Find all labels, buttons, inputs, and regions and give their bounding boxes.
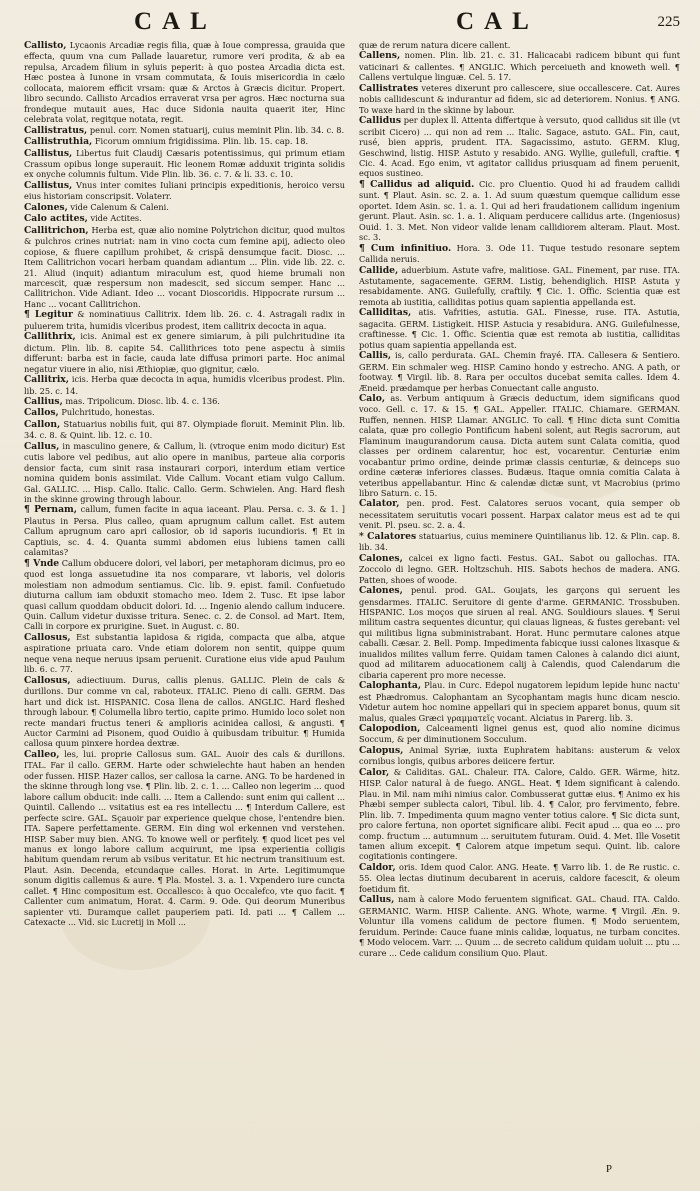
- entry-text: Callum obducere dolori, vel labori, per metaphoram dicimus, pro eo quod est longa assuetudine ita nos comparare, vt laboris, vel doloris molestiam non admodum sentiamus. Cic. lib. 9. epist. famil. Confuetudo diuturna callum iam obduxit stomacho meo. Idem 2. Tusc. Et ipse labor quasi callum quoddam obducit dolori. Id. ... Ingenio alendo callum inducere. Quin. Callum videtur duxisse tritura. Senec. c. 2. de Consol. ad Mart. Item, Calli in corpore ex prurigine. Suet. in August. c. 80.: [24, 557, 345, 632]
- entry-text: les, lui. proprie Callosus sum. GAL. Auoir des cals & durillons. ITAL. Far il callo. GERM. Harte oder schwielechte haut haben an henden oder fussen. HISP. Hazer callos, ser callosa la carne. ANG. To be hardened in the skinne through long vse. ¶ Plin. lib. 2. c. 1. ... Calleo non legerim ... quod labore callum obducit: inde calli. ... Item a Callendo: sunt enim qui callent ... Quintil. Callendo ... vsitatius est ea res intellectu ... ¶ Interdum Callere, est perfecte scire. GAL. Sçauoir par experience quelque chose, l'entendre bien. ITA. Sapere perfettamente. GERM. Ein ding wol erkennen vnd verstehen. HISP. Saber muy bien. ANG. To knowe well or perfitely. ¶ quod licet pes vel manus ex longo labore callum acquirunt, me ipsa experientia colligis habitum quendam rerum ab vsibus veritatur. Et hic nectrum transitiuum est. Plaut. Asin. Decenda, etcundaque calles. Horat. in Arte. Legitimumque sonum digitis callemus & aure. ¶ Pla. Mostel. 3. a. 1. Vxpendero iure cuncta callet. ¶ Hinc compositum est. Occallesco: à quo Occalefco, vte quo facit. ¶ Callenter cum animatum, Horat. 4. Carm. 9. Ode. Qui deorum Muneribus sapienter vti. Duramque callet pauperiem pati. Id. pati ... ¶ Callem ... Catexacte ... Vid. sic Lucretij in Moll ...: [24, 748, 345, 928]
- dictionary-entry: [359, 115, 680, 179]
- entry-headword: ¶ Legitur: [24, 309, 73, 321]
- dictionary-entry: [359, 553, 680, 585]
- dictionary-entry: [24, 407, 345, 418]
- dictionary-entry: [24, 213, 345, 224]
- dictionary-entry: [359, 531, 680, 553]
- entry-headword: Calator,: [359, 498, 400, 510]
- dictionary-entry: [24, 504, 345, 557]
- entry-text: penul. corr. Nomen statuarij, cuius meminit Plin. lib. 34. c. 8.: [89, 124, 345, 135]
- page-number: 225: [657, 14, 680, 30]
- entry-text: Ficorum omnium frigidissima. Plin. lib. 15. cap. 18.: [94, 136, 309, 147]
- entry-headword: Callitrix,: [24, 374, 69, 386]
- entry-headword: ¶ Callidus ad aliquid.: [359, 178, 475, 190]
- entry-headword: Calopodion,: [359, 723, 421, 734]
- entry-headword: Calones,: [359, 585, 403, 597]
- dictionary-entry: [24, 749, 345, 928]
- dictionary-entry: [24, 125, 345, 136]
- entry-headword: Callosus,: [24, 674, 71, 686]
- entry-text: atis. Vafrities, astutia. GAL. Finesse, ruse. ITA. Astutia, sagacita. GERM. Listigkeit. HISP. Astucia y resabidura. ANG. Guilefulnesse, craftinesse. ¶ Cic. 1. Offic. Scientia quæ est remota ab iustitia, calliditas potius quam sapientia appellanda est.: [359, 307, 680, 350]
- dictionary-entry: [24, 136, 345, 147]
- entry-text: & Caliditas. GAL. Chaleur. ITA. Calore, Caldo. GER. Wärme, hitz. HISP. Calor natural à de fuego. ANGL. Heat. ¶ Idem significant à calendo. Plau. in Mil. nam mihi nimius calor. Combusserat guttæ eius. ¶ Animo ex his Phæbi semper sublecta calori, Tibul. lib. 4. ¶ Calor, pro fervimento, febre. Plin. lib. 7. Impedimenta quum magno venter totius calore. ¶ Sic dicta sunt, pro calore fertuna, non oportet significare alibi. Fecit apud ... qua eo ... pro comp. fructum ... autumnum ... seruitutem futuram. Ouid. 4. Met. Ille Vosetit tamen alium excepit. ¶ Calorem atque impetum sequi. Quint. lib. calore cogitationis contingere.: [359, 766, 680, 862]
- dictionary-entry: [359, 83, 680, 115]
- entry-headword: Callistus,: [24, 179, 73, 191]
- dictionary-entry: [359, 393, 680, 499]
- dictionary-entry: [24, 202, 345, 213]
- entry-headword: Callide,: [359, 264, 399, 276]
- entry-headword: Calo actites,: [24, 213, 88, 225]
- dictionary-entry: [24, 40, 345, 125]
- entry-headword: Callis,: [359, 350, 392, 362]
- entry-text: oris. Idem quod Calor. ANG. Heate. ¶ Varro lib. 1. de Re rustic. c. 55. Olea lectas diutinum decubarent in aceruis, caldore facescit, & oleum foetidum fit.: [359, 861, 680, 894]
- entry-text: Animal Syriæ, iuxta Euphratem habitans: austerum & velox cornibus longis, quibus arbores deiicere fertur.: [359, 744, 680, 767]
- entry-headword: Calones,: [24, 201, 68, 213]
- entry-headword: Callistrates: [359, 82, 419, 94]
- entry-headword: Callistruthia,: [24, 136, 93, 148]
- dictionary-entry: [359, 179, 680, 243]
- entry-headword: Callosus,: [24, 631, 71, 643]
- entry-text: is, callo perdurata. GAL. Chemin frayé. ITA. Callesera & Sentiero. GERM. Ein schmaler weg. HISP. Camino hondo y estrecho. ANG. A path, or footway. ¶ Virgil. lib. 8. Rara per occultos ducebat semita calles. Idem 4. Æneid. prædamque per herbas Conuectant calle angusto.: [359, 350, 680, 393]
- entry-headword: ¶ Pernam,: [24, 504, 77, 516]
- entry-text: veteres dixerunt pro callescere, siue occallescere. Cat. Aures nobis callidescunt & indurantur ad fidem, sic ad deteriorem. Nonius. ¶ ANG. To waxe hard in the skinne by labour.: [359, 82, 680, 115]
- dictionary-entry: [359, 350, 680, 393]
- entry-headword: ¶ Cum infinitiuo.: [359, 242, 452, 254]
- dictionary-entry: [359, 50, 680, 82]
- entry-text: & nominatiuus Callitrix. Idem lib. 26. c. 4. Astragali radix in puluerem trita, humidis vlceribus prodest, item callitrix decocta in aqua.: [24, 309, 345, 331]
- entry-text: Est substantia lapidosa & rigida, compacta que alba, atque aspiratione priuata caro. Vnde etiam dolorem non sentit, quippe quum neque vena neque neruus ipsam peruenit. Curatione eius vide apud Paulum lib. 6. c. 77.: [24, 631, 345, 675]
- entry-text: Plau. in Curc. Edepol nugatorem lepidum lepide hunc nactu' est Phædromus. Calophantam an Sycophantam magis hunc dicam nescio. Videtur autem hoc nomine appellari qui in speciem apparet bonus, quum sit malus, quales Græci γραμματεῖς vocant. Alciatus in Parerg. lib. 3.: [359, 680, 680, 723]
- dictionary-entry: [24, 441, 345, 505]
- entry-text: Vnus inter comites Iuliani principis expeditionis, heroico versu eius historiam conscripsit. Volaterr.: [24, 179, 345, 202]
- entry-text: Herba est, quæ alio nomine Polytrichon dicitur, quod multos & pulchros crines nutriat: nam in vino cocta cum femine apij, adiecto oleo copiose, & fluere capillum prohibet, & crispā densumque facit. Diosc. ... Item Callitrichon vocari herbam quandam adiantum ... Plin. vide lib. 22. c. 21. Aliud (inquit) adiantum miraculum est, quod hieme brumali non marcescit, quæ respersum non madescit, sed siccum semper. Hanc ... Callitrichon. Vide Adiant. Ideo ... vocant Dioscoridis. Hippocrate rursum ... Hanc ... vocant Callitrichon.: [24, 224, 345, 309]
- dictionary-entry: [359, 767, 680, 862]
- entry-text: as. Verbum antiquum à Græcis deductum, idem significans quod voco. Gell. c. 17. & 15. ¶ GAL. Appeller. ITALIC. Chiamare. GERMAN. Ruffen, nennen. HISP. Llamar. ANGLIC. To call. ¶ Hinc dicta sunt Comitia calata, quæ pro collegio Pontificum habeni solent, aut Regis sacrorum, aut Flaminum inaugurandorum causa. Dicta autem sunt Calata comitia, quod classes per ordinem calarentur, hoc est, vocarentur. Centuriæ enim vocabantur primo ordine, deinde primæ classis centuriæ, & deinceps suo ordine cæteræ inferiores classes. Budæus. Itaque omnia comitia Calata à veteribus appellabantur. Hinc & calendæ dictæ sunt, vt Macrobius (primo libro Saturn. c. 15.: [359, 392, 680, 499]
- entry-text: quæ de rerum natura dicere callent.: [359, 40, 511, 50]
- entry-text: per duplex ll. Attenta differtque à versuto, quod callidus sit ille (vt scribit Cicero) ... qui non ad rem ... Italic. Sagace, astuto. GAL. Fin, caut, rusé, bien appris, prudent. ITA. Sagacissimo, astuto. GERM. Klug, Geschwind, listig. HISP. Astuto y resabido. ANG. Wyllie, guilefull, craftie. ¶ Cic. 4. Acad. Ego enim, vt agitator callidus priusquam ad finem peruenit, equos sustineo.: [359, 115, 680, 179]
- entry-headword: ¶ Vnde: [24, 557, 60, 569]
- dictionary-entry: [24, 148, 345, 180]
- entry-headword: Callidus: [359, 115, 402, 127]
- entry-headword: Calor,: [359, 766, 390, 778]
- dictionary-columns: [24, 40, 680, 1164]
- entry-headword: Callistratus,: [24, 124, 88, 136]
- running-head-right: CAL: [456, 8, 539, 35]
- entry-text: Calceamenti lignei genus est, quod alio nomine dicimus Soccum, & per diminutionem Socculum.: [359, 723, 680, 745]
- entry-text: adiectiuum. Durus, callis plenus. GALLIC. Plein de cals & durillons. Dur comme vn cal, raboteux. ITALIC. Pieno di calli. GERM. Das hart und dick ist. HISPANIC. Cosa llena de callos. ANGLIC. Hard fleshed through labour. ¶ Columella libro tertio, capite primo. Humido loco solet non recte mandari fructus teneri & amplioris acinidea callosi, & angusti. ¶ Auctor Carmini ad Pisonem, quod Ouidio à quibusdam tribuitur. ¶ Humida callosa quum pinxere hordea dextræ.: [24, 674, 345, 749]
- entry-headword: Calo,: [359, 392, 386, 404]
- entry-headword: Callus,: [24, 440, 60, 452]
- entry-text: vide Actites.: [90, 213, 142, 224]
- dictionary-entry: [359, 680, 680, 723]
- dictionary-entry: [24, 675, 345, 749]
- entry-headword: Callistus,: [24, 147, 73, 159]
- entry-text: nomen. Plin. lib. 21. c. 31. Halicacabi radicem bibunt qui funt vaticinari & callentes. ¶ ANGLIC. Which perceiueth and knoweth well. ¶ Callens vertulque linguæ. Cel. 5. 17.: [359, 50, 680, 83]
- entry-headword: Callithrix,: [24, 331, 76, 343]
- entry-text: pen. prod. Fest. Calatores seruos vocant, quia semper ob necessitatem seruitutis vocari possent. Harpax calator meus est ad te qui venit. Pl. pseu. sc. 2. a. 4.: [359, 498, 680, 531]
- dictionary-entry: [359, 265, 680, 308]
- entry-headword: Callitrichon,: [24, 224, 89, 236]
- entry-text: Pulchritudo, honestas.: [61, 407, 155, 418]
- entry-headword: Calopus,: [359, 744, 404, 756]
- entry-headword: Calliditas,: [359, 307, 412, 319]
- dictionary-entry: [24, 180, 345, 202]
- entry-text: calcei ex ligno facti. Festus. GAL. Sabot ou gallochas. ITA. Zoccolo di legno. GER. Holtzschuh. HIS. Sabots hechos de madera. ANG. Patten, shoes of woode.: [359, 552, 680, 585]
- entry-headword: Callens,: [359, 50, 401, 62]
- dictionary-entry: [24, 225, 345, 310]
- dictionary-entry: [359, 307, 680, 350]
- entry-text: callum, fumen facite in aqua iaceant. Plau. Persa. c. 3. & 1. ] Plautus in Persa. Plus calleo, quam aprugnum callum callet. Est autem Callum aprugnum caro apri callosior, ob id saporis iucundioris. ¶ Et in Captiuis, sc. 4. 4. Quanta summi abdomen eius lubiens tamen calli calamitas?: [24, 504, 345, 558]
- entry-text: in masculino genere, & Callum, li. (vtroque enim modo dicitur) Est cutis labore vel pedibus, aut alio opere in manibus, parteue alia corporis densior facta, cum sinit rasa instaurari corpori, interdum etiam vertice nomina quidem bonis assimilat. Vide Callum. Vocant etiam vulgo Callum. Gal. GALLIC. ... Hisp. Callo. Italic. Callo. Germ. Schwielen. Ang. Hard flesh in the skinne growing through labour.: [24, 440, 345, 505]
- dictionary-entry: [359, 723, 680, 745]
- entry-text: Statuarius nobilis fuit, qui 87. Olympiade floruit. Meminit Plin. lib. 34. c. 8. & Quint. lib. 12. c. 10.: [24, 418, 345, 441]
- dictionary-entry: [359, 243, 680, 265]
- entry-headword: Callius,: [24, 395, 63, 407]
- entry-text: Lycaonis Arcadiæ regis filia, quæ à Ioue compressa, grauida que effecta, quum vna cum Pallade lauaretur, rumore veri prodita, & ab ea repulsa, Arcadem filium in syluis peperit: à quo postea Arcadia dicta est. Hæc postea à Iunone in vrsam commutata, & Iouis misericordia in cælo collocata, maiorem efficit vrsam: quæ & Arctos à Græcis dicitur. Propert. libro secundo. Callisto Arcadios erraverat vrsa per agros. Hæc nocturna sua frondeque mutauit aues, Hac duce Sidonia nauita quaerit iter, Hinc celebrata volat, regitque notata, regit.: [24, 40, 345, 125]
- dictionary-entry: [24, 396, 345, 407]
- entry-headword: * Calatores: [359, 530, 417, 542]
- entry-headword: Calleo,: [24, 748, 60, 760]
- running-head-left: CAL: [134, 8, 217, 35]
- entry-text: mas. Tripolicum. Diosc. lib. 4. c. 136.: [65, 395, 220, 406]
- entry-text: penul. prod. GAL. Goujats, les garçons qui seruent les gensdarmes. ITALIC. Seruitore di gente d'arme. GERMANIC. Trossbuben. HISPANIC. Los moços que siruen al real. ANG. Souldiours slaues. ¶ Serui militum castra sequentes dicuntur, qui clauas ligneas, & fustes gerebant: vel qui militibus ligna subministrabant. Horat. Hunc permutare calones atque caballi. Cæsar. 2. Bell. Pomp. Impedimenta fabicque iussi calones lixasque & inualidos milites vallum ferre. Quidam tamen Calones à calando dici aiunt, quod ad militarem aduocationem calij à Calendis, quod Calendarum die cibaria caperent pro more necesse.: [359, 585, 680, 680]
- dictionary-entry: [24, 331, 345, 374]
- entry-headword: Callus,: [359, 894, 395, 906]
- dictionary-entry: [24, 632, 345, 675]
- entry-text: icis. Herba quæ decocta in aqua, humidis vlceribus prodest. Plin. lib. 25. c. 14.: [24, 374, 345, 396]
- dictionary-entry: [24, 558, 345, 632]
- entry-text: aduerbium. Astute vafre, malitiose. GAL. Finement, par ruse. ITA. Astutamente, sagacemente. GERM. Listig, behendiglich. HISP. Astuta y resabidamente. ANG. Guilefully, craftily. ¶ Cic. 1. Offic. Scientia quæ est remota ab iustitia, calliditas potius quam sapientia appellanda est.: [359, 264, 680, 307]
- entry-headword: Callos,: [24, 407, 59, 419]
- signature-mark: P: [605, 1163, 612, 1175]
- entry-text: vide Calenum & Caleni.: [70, 201, 169, 212]
- dictionary-entry: [24, 309, 345, 331]
- dictionary-entry: [359, 862, 680, 894]
- entry-headword: Callon,: [24, 418, 61, 430]
- entry-text: Hora. 3. Ode 11. Tuque testudo resonare septem Callida neruis.: [359, 242, 680, 265]
- dictionary-entry: [359, 585, 680, 680]
- entry-headword: Callisto,: [24, 40, 67, 51]
- dictionary-entry: [359, 894, 680, 958]
- right-column: [359, 40, 680, 1164]
- dictionary-entry: [359, 498, 680, 530]
- entry-headword: Caldor,: [359, 861, 396, 873]
- running-head: [24, 8, 680, 42]
- entry-text: Libertus fuit Claudij Cæsaris potentissimus, qui primum etiam Crassum opibus longe superauit. Hic leonem Romæ adduxit triginta solidis ex onyche columnis fultum. Vide Plin. lib. 36. c. 7. & li. 33. c. 10.: [24, 147, 345, 180]
- dictionary-entry: [24, 374, 345, 396]
- entry-text: Cic. pro Cluentio. Quod hi ad fraudem callidi sunt. ¶ Plaut. Asin. sc. 2. a. 1. Ad suum quæstum quemque callidum esse oportet. Idem Asin. sc. 1. a. 1. Qui ad heri fraudationem callidum ingenium gerunt. Plaut. Asin. sc. 1. a. 1. Aliquam perducere callidus arte. (Ingeniosus) Ouid. 1. 3. Met. Non videor valide lenam callidiorem alteram. Plaut. Most. sc. 3.: [359, 178, 680, 243]
- entry-headword: Calophanta,: [359, 680, 422, 692]
- entry-headword: Calones,: [359, 552, 403, 564]
- entry-text: nam à calore Modo feruentem significat. GAL. Chaud. ITA. Caldo. GERMANIC. Warm. HISP. Caliente. ANG. Whote, warme. ¶ Virgil. Æn. 9. Voluntur illa vomens calidum de pectore flumen. ¶ Modo seruentem, feruidum. Perinde: Cauce fuane minis calidæ, loquatus, ne turbam concites. ¶ Modo velocem. Varr. ... Quum ... de secreto calidum quidam uoluit ... ptu ... curare ... Cede calidum consilium Quo. Plaut.: [359, 894, 680, 958]
- dictionary-entry: [24, 419, 345, 441]
- left-column: [24, 40, 345, 1164]
- dictionary-entry: [359, 745, 680, 767]
- entry-text: icis. Animal est ex genere simiarum, à pili pulchritudine ita dictum. Plin. lib. 8. capite 54. Callithrices toto pene aspectu à simiis differunt: barba est in facie, cauda late diffusa primori parte. Hoc animal negatur viuere in alio, nisi Æthiopiæ, quo gignitur, cælo.: [24, 331, 345, 374]
- entry-text: statuarius, cuius meminere Quintilianus lib. 12. & Plin. cap. 8. lib. 34.: [359, 530, 680, 553]
